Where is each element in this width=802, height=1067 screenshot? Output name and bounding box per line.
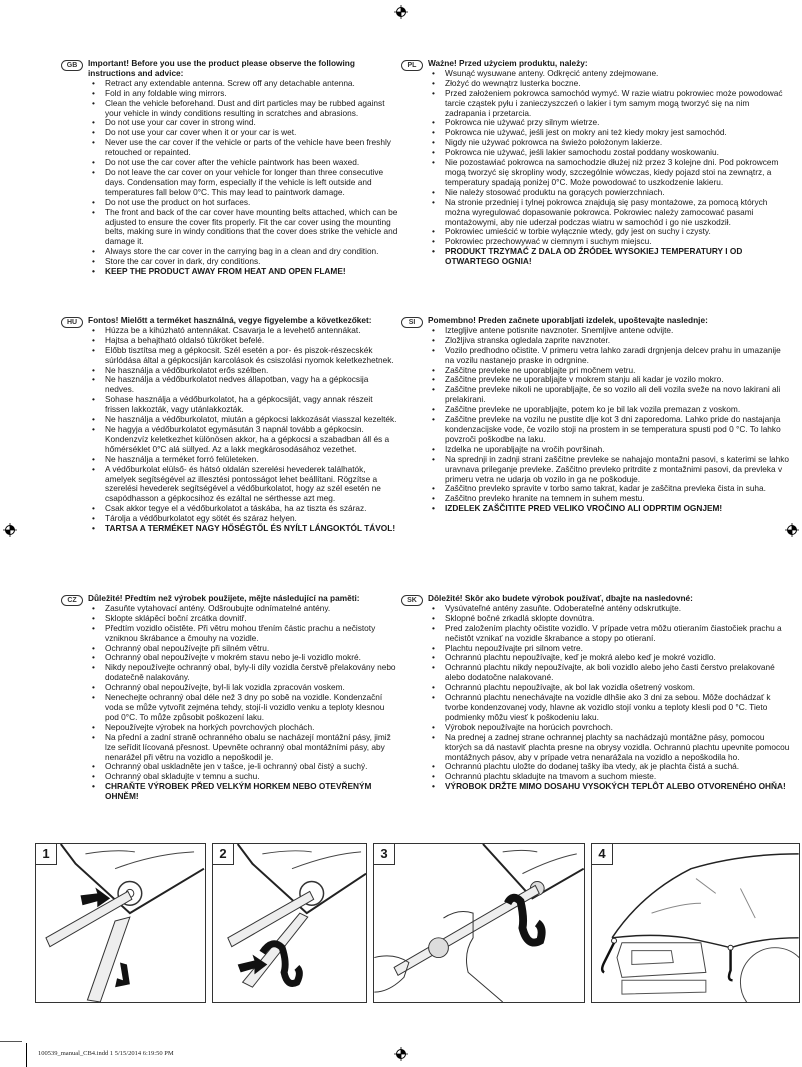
list-item: • Ne használja a védőburkolatot nedves állapotban, vagy ha a gépkocsija nedves. [88,375,398,395]
list-item: • Złożyć do wewnątrz lusterka boczne. [428,79,792,89]
section-sk [407,593,792,792]
section-heading: Dôležité! Skôr ako budete výrobok používať, dbajte na nasledovné: [428,593,693,603]
list-item: • Always store the car cover in the carrying bag in a clean and dry condition. [88,247,398,257]
list-item: • Do not use your car cover in strong wind. [88,118,398,128]
registration-mark-icon [394,5,408,19]
list-item: • Ochranný obal nepoužívejte, byl-li lak vozidla zpracován voskem. [88,683,398,693]
list-item: • Ochrannú plachtu nenechávajte na vozidle dlhšie ako 3 dni za sebou. Môže dochádzať k tvorbe kondenzovanej vody, hlavne ak vozidlo stojí vonku a teploty klesli pod 0 °C. Tieto podmienky môžu viesť k poškodeniu laku. [428,693,792,723]
list-item: • Do not use the car cover after the vehicle paintwork has been waxed. [88,158,398,168]
instruction-list [428,326,792,514]
list-item: • Pokrowiec umieścić w torbie wyłącznie wtedy, gdy jest on suchy i czysty. [428,227,792,237]
list-item: • Húzza be a kihúzható antennákat. Csavarja le a levehető antennákat. [88,326,398,336]
list-item: • Na přední a zadní straně ochranného obalu se nacházejí montážní pásy, jimiž lze seřídit lícovaná přesnost. Upevněte ochranný obal montážními pásy, aby nenarážel při větru na vozidlo a nepoškodil je. [88,733,398,763]
section-hu [66,315,398,534]
list-item: • Zaščitne prevleke ne uporabljajte, potem ko je bil lak vozila premazan z voskom. [428,405,792,415]
language-badge: GB [61,60,83,71]
list-item: • Do not use your car cover when it or your car is wet. [88,128,398,138]
print-slug: 100539_manual_CB4.indd 1 5/15/2014 6:19:50 PM [38,1050,174,1057]
instruction-list [88,604,398,802]
figure-number: 1 [36,844,57,865]
safety-warning: • CHRAŇTE VÝROBEK PŘED VELKÝM HORKEM NEBO OTEVŘENÝM OHNĚM! [88,782,398,802]
list-item: • Fold in any foldable wing mirrors. [88,89,398,99]
instruction-list [428,69,792,267]
safety-warning: • VÝROBOK DRŽTE MIMO DOSAHU VYSOKÝCH TEPLÔT ALEBO OTVORENÉHO OHŇA! [428,782,792,792]
registration-mark-icon [785,523,799,537]
registration-mark-icon [394,1047,408,1061]
section-heading: Fontos! Mielőtt a terméket használná, vegye figyelembe a következőket: [88,315,372,325]
list-item: • Sohase használja a védőburkolatot, ha a gépkocsiját, vagy annak részeit frissen lakkozták, vagy utánlakkozták. [88,395,398,415]
hook-attach-illustration [213,844,366,1002]
list-item: • Ochrannú plachtu nepoužívajte, keď je mokrá alebo keď je mokré vozidlo. [428,653,792,663]
list-item: • Sklopte sklápěcí boční zrcátka dovnitř. [88,614,398,624]
section-pl [407,58,792,267]
list-item: • Ochrannú plachtu uložte do dodanej tašky iba vtedy, ak je plachta čistá a suchá. [428,762,792,772]
list-item: • Tárolja a védőburkolatot egy sötét és száraz helyen. [88,514,398,524]
list-item: • Store the car cover in dark, dry conditions. [88,257,398,267]
list-item: • Ochranný obal nepoužívejte při silném větru. [88,644,398,654]
instruction-list [88,326,398,534]
section-heading: Ważne! Przed użyciem produktu, należy: [428,58,588,68]
list-item: • Przed założeniem pokrowca samochód wymyć. W razie wiatru pokrowiec może powodować tarcie cząstek pyłu i zanieczyszczeń o lakier i tym samym mogą tworzyć się na nim zadrapania i przetarcia. [428,89,792,119]
section-heading: Pomembno! Preden začnete uporabljati izdelek, upoštevajte naslednje: [428,315,708,325]
list-item: • Nenechejte ochranný obal déle než 3 dny po sobě na vozidle. Kondenzační voda se může vytvořit zejména tehdy, stojí-li vozidlo venku a teploty klesnou pod 0°C. To může způsobit poškození laku. [88,693,398,723]
list-item: • Izdelka ne uporabljajte na vročih površinah. [428,445,792,455]
safety-warning: • KEEP THE PRODUCT AWAY FROM HEAT AND OPEN FLAME! [88,267,398,277]
list-item: • Výrobok nepoužívajte na horúcich povrchoch. [428,723,792,733]
list-item: • Wsunąć wysuwane anteny. Odkręcić anteny zdejmowane. [428,69,792,79]
figure-3 [373,843,585,1003]
list-item: • Előbb tisztítsa meg a gépkocsit. Szél esetén a por- és piszok-részecskék súrlódása által a gépkocsiján karcolások és csiszolási nyomok keletkezhetnek. [88,346,398,366]
list-item: • The front and back of the car cover have mounting belts attached, which can be adjusted to ensure the cover fits properly. Fit the car cover using the mounting belts, making sure in windy conditions that the cover does strike the vehicle and damage it. [88,208,398,248]
list-item: • Ne hagyja a védőburkolatot egymásután 3 napnál tovább a gépkocsin. Kondenzvíz keletkezhet különösen akkor, ha a gépkocsi a szabadban áll és a hőmérséklet 0°C alá süllyed. Az a lakk megkárosodásához vezethet. [88,425,398,455]
list-item: • Na stronie przedniej i tylnej pokrowca znajdują się pasy montażowe, za pomocą których można wyregulować dopasowanie pokrowca. Pokrowiec należy zamocować pasami montażowymi, aby nie uderzał podczas wiatru w samochód i go nie uszkodził. [428,198,792,228]
section-cz [67,593,398,802]
list-item: • Na sprednji in zadnji strani zaščitne prevleke se nahajajo montažni pasovi, s katerimi se lahko uravnava prileganje prevleke. Zaščitno prevleko pritrdite z montažnimi pasovi, da prevleka v primeru vetra ne udarja ob vozilo in ga ne poškoduje. [428,455,792,485]
instruction-list [428,604,792,792]
crop-mark [0,1041,22,1042]
list-item: • Ochranný obal nepoužívejte v mokrém stavu nebo je-li vozidlo mokré. [88,653,398,663]
list-item: • Sklopné bočné zrkadlá sklopte dovnútra. [428,614,792,624]
list-item: • Clean the vehicle beforehand. Dust and dirt particles may be rubbed against your vehicle in windy conditions resulting in scratches and abrasions. [88,99,398,119]
figure-4 [591,843,800,1003]
section-heading: Important! Before you use the product please observe the following instructions and advice: [88,58,355,78]
list-item: • Nepoužívejte výrobek na horkých povrchových plochách. [88,723,398,733]
covered-car-illustration [592,844,799,1002]
list-item: • Předtím vozidlo očistěte. Při větru mohou třením částic prachu a nečistoty vzniknou škrábance a čmouhy na vozidle. [88,624,398,644]
strap-attach-illustration [36,844,205,1002]
list-item: • Ochrannú plachtu nepoužívajte, ak bol lak vozidla ošetrený voskom. [428,683,792,693]
section-heading: Důležité! Předtím než výrobek použijete, mějte následující na paměti: [88,593,360,603]
figure-1 [35,843,206,1003]
list-item: • Zaščitne prevleke na vozilu ne pustite dlje kot 3 dni zaporedoma. Lahko pride do nastajanja kondenzacijske vode, če vozilo stoji na prostem in se temperatura spusti pod 0 °C. To lahko povzroči poškodbe na laku. [428,415,792,445]
list-item: • Pokrowca nie używać przy silnym wietrze. [428,118,792,128]
section-si [408,315,792,514]
figure-number: 2 [213,844,234,865]
list-item: • Zasuňte vytahovací antény. Odšroubujte odnímatelné antény. [88,604,398,614]
list-item: • Zaščitne prevleke nikoli ne uporabljajte, če so vozilo ali deli vozila sveže na novo lakirani ali prelakirani. [428,385,792,405]
section-gb [66,58,398,277]
registration-mark-icon [3,523,17,537]
list-item: • Pred založením plachty očistite vozidlo. V prípade vetra môžu otieraním čiastočiek prachu a nečistôt vznikať na vozidle škrabance a stopy po otieraní. [428,624,792,644]
list-item: • Pokrowiec przechowywać w ciemnym i suchym miejscu. [428,237,792,247]
list-item: • Never use the car cover if the vehicle or parts of the vehicle have been freshly retouched or repainted. [88,138,398,158]
list-item: • Hajtsa a behajtható oldalsó tükröket befelé. [88,336,398,346]
figure-number: 3 [374,844,395,865]
instruction-list [88,79,398,277]
list-item: • Nikdy nepoužívejte ochranný obal, byly-li díly vozidla čerstvě přelakovány nebo dodatečně nalakovány. [88,663,398,683]
figure-number: 4 [592,844,613,865]
list-item: • Zaščitno prevleko spravite v torbo samo takrat, kadar je zaščitna prevleka čista in suha. [428,484,792,494]
list-item: • Nie pozostawiać pokrowca na samochodzie dłużej niż przez 3 kolejne dni. Pod pokrowcem mogą tworzyć się skropliny wody, szczególnie wówczas, kiedy pojazd stoi na zewnątrz, a temperatury spadają poniżej 0°C. Może powodować to uszkodzenie lakieru. [428,158,792,188]
list-item: • Ne használja a terméket forró felületeken. [88,455,398,465]
list-item: • Zaščitne prevleke ne uporabljajte pri močnem vetru. [428,366,792,376]
language-badge: SK [401,595,423,606]
figure-2 [212,843,367,1003]
list-item: • Ochrannú plachtu nikdy nepoužívajte, ak boli vozidlo alebo jeho časti čerstvo prelakované alebo dodatočne nalakované. [428,663,792,683]
list-item: • Ochrannú plachtu skladujte na tmavom a suchom mieste. [428,772,792,782]
list-item: • Plachtu nepoužívajte pri silnom vetre. [428,644,792,654]
list-item: • Ne használja a védőburkolatot erős szélben. [88,366,398,376]
safety-warning: • TARTSA A TERMÉKET NAGY HŐSÉGTŐL ÉS NYÍLT LÁNGOKTÓL TÁVOL! [88,524,398,534]
language-badge: PL [401,60,423,71]
list-item: • Na prednej a zadnej strane ochrannej plachty sa nachádzajú montážne pásy, pomocou ktorých sa dá nastaviť plachta presne na obrysy vozidla. Ochrannú plachtu upevnite pomocou montážnych pásov, aby v prípade vetra nenarážala na vozidlo a nepoškodila ho. [428,733,792,763]
list-item: • Zaščitno prevleko hranite na temnem in suhem mestu. [428,494,792,504]
language-badge: HU [61,317,83,328]
list-item: • Do not use the product on hot surfaces. [88,198,398,208]
list-item: • Vozilo predhodno očistite. V primeru vetra lahko zaradi drgnjenja delcev prahu in umazanije na vozilu nastanejo praske in odrgnine. [428,346,792,366]
list-item: • A védőburkolat elülső- és hátsó oldalán szerelési hevederek találhatók, amelyek segítségével az illesztési pontosságot lehet beállítani. Rögzítse a szerelési hevederek segítségével a védőburkolatot, hogy az szél esetén ne csapódhasson a gépkocsihoz és ezáltal ne sérthesse azt meg. [88,465,398,505]
list-item: • Ochranný obal skladujte v temnu a suchu. [88,772,398,782]
safety-warning: • IZDELEK ZAŠČITITE PRED VELIKO VROČINO ALI ODPRTIM OGNJEM! [428,504,792,514]
list-item: • Ochranný obal uskladněte jen v tašce, je-li ochranný obal čistý a suchý. [88,762,398,772]
list-item: • Zložljiva stranska ogledala zaprite navznoter. [428,336,792,346]
list-item: • Retract any extendable antenna. Screw off any detachable antenna. [88,79,398,89]
list-item: • Vysúvateľné antény zasuňte. Odoberateľné antény odskrutkujte. [428,604,792,614]
list-item: • Nigdy nie używać pokrowca na świeżo położonym lakierze. [428,138,792,148]
list-item: • Do not leave the car cover on your vehicle for longer than three consecutive days. Condensation may form, especially if the vehicle is left outside and temperatures fall below 0°C. This may lead to paintwork damage. [88,168,398,198]
safety-warning: • PRODUKT TRZYMAĆ Z DALA OD ŹRÓDEŁ WYSOKIEJ TEMPERATURY I OD OTWARTEGO OGNIA! [428,247,792,267]
list-item: • Pokrowca nie używać, jeśli jest on mokry ani też kiedy mokry jest samochód. [428,128,792,138]
list-item: • Csak akkor tegye el a védőburkolatot a táskába, ha az tiszta és száraz. [88,504,398,514]
language-badge: CZ [61,595,83,606]
list-item: • Pokrowca nie używać, jeśli lakier samochodu został poddany woskowaniu. [428,148,792,158]
list-item: • Iztegljive antene potisnite navznoter. Snemljive antene odvijte. [428,326,792,336]
list-item: • Ne használja a védőburkolatot, miután a gépkocsi lakkozását viasszal kezelték. [88,415,398,425]
language-badge: SI [401,317,423,328]
list-item: • Nie należy stosować produktu na gorących powierzchniach. [428,188,792,198]
strap-tighten-illustration [374,844,584,1002]
list-item: • Zaščitne prevleke ne uporabljajte v mokrem stanju ali kadar je vozilo mokro. [428,375,792,385]
crop-mark [26,1043,27,1067]
